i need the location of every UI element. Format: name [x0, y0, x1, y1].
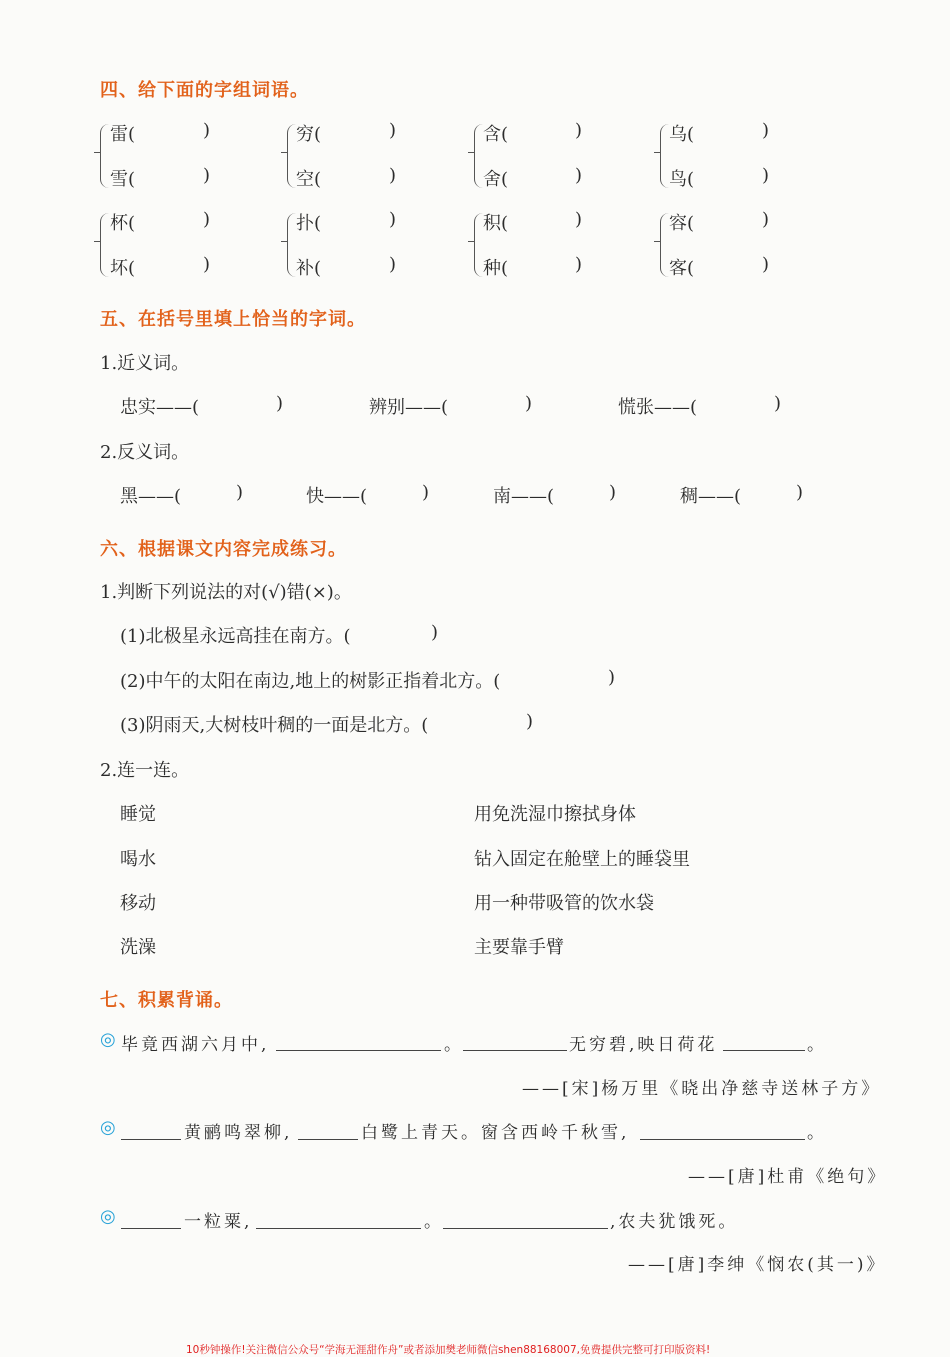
char-item: 穷(	[296, 124, 322, 145]
char-item: 雷(	[110, 124, 136, 145]
close-paren: )	[389, 209, 397, 230]
poem-text: 。	[807, 1123, 827, 1143]
bullet-icon: ◎	[100, 1029, 116, 1050]
antonym-item: 快——(	[306, 486, 368, 507]
char-item: 容(	[669, 213, 695, 234]
close-paren: )	[276, 393, 284, 414]
section4-title: 四、给下面的字组词语。	[100, 80, 309, 101]
judgment-label: 1.判断下列说法的对(√)错(×)。	[100, 582, 352, 603]
close-paren: )	[608, 667, 616, 688]
close-paren: )	[762, 209, 770, 230]
antonym-label: 2.反义词。	[100, 442, 190, 463]
fill-blank[interactable]	[443, 1228, 608, 1229]
judgment-item: (2)中午的太阳在南边,地上的树影正指着北方。(	[120, 671, 501, 692]
close-paren: )	[575, 165, 583, 186]
fill-blank[interactable]	[121, 1228, 181, 1229]
close-paren: )	[762, 120, 770, 141]
char-item: 空(	[296, 169, 322, 190]
close-paren: )	[525, 393, 533, 414]
fill-blank[interactable]	[298, 1139, 358, 1140]
char-item: 积(	[483, 213, 509, 234]
poem-text: 。	[424, 1212, 444, 1232]
char-item: 补(	[296, 258, 322, 279]
poem-source: ——[唐]杜甫《绝句》	[688, 1167, 888, 1187]
brace	[100, 124, 109, 188]
brace	[474, 213, 483, 277]
match-left-item: 移动	[120, 893, 156, 914]
brace	[287, 213, 296, 277]
close-paren: )	[203, 254, 211, 275]
fill-blank[interactable]	[640, 1139, 805, 1140]
brace	[287, 124, 296, 188]
bullet-icon: ◎	[100, 1206, 116, 1227]
close-paren: )	[762, 254, 770, 275]
close-paren: )	[203, 120, 211, 141]
antonym-item: 稠——(	[680, 486, 742, 507]
synonym-item: 辨别——(	[369, 397, 449, 418]
close-paren: )	[203, 209, 211, 230]
char-item: 坏(	[110, 258, 136, 279]
char-item: 乌(	[669, 124, 695, 145]
synonym-item: 慌张——(	[618, 397, 698, 418]
brace	[474, 124, 483, 188]
poem-text: ,农夫犹饿死。	[610, 1212, 739, 1232]
fill-blank[interactable]	[723, 1050, 805, 1051]
antonym-item: 南——(	[493, 486, 555, 507]
match-left-item: 洗澡	[120, 937, 156, 958]
antonym-item: 黑——(	[120, 486, 182, 507]
close-paren: )	[389, 254, 397, 275]
close-paren: )	[575, 209, 583, 230]
match-right-item: 主要靠手臂	[474, 937, 564, 958]
fill-blank[interactable]	[276, 1050, 441, 1051]
close-paren: )	[203, 165, 211, 186]
poem-text: 毕竟西湖六月中,	[121, 1035, 270, 1055]
brace	[660, 213, 669, 277]
close-paren: )	[526, 711, 534, 732]
poem-source: ——[唐]李绅《悯农(其一)》	[628, 1255, 887, 1275]
char-item: 种(	[483, 258, 509, 279]
section7-title: 七、积累背诵。	[100, 990, 233, 1011]
section6-title: 六、根据课文内容完成练习。	[100, 539, 347, 560]
char-item: 客(	[669, 258, 695, 279]
match-right-item: 用一种带吸管的饮水袋	[474, 893, 654, 914]
char-item: 舍(	[483, 169, 509, 190]
match-left-item: 睡觉	[120, 804, 156, 825]
close-paren: )	[796, 482, 804, 503]
close-paren: )	[422, 482, 430, 503]
char-item: 杯(	[110, 213, 136, 234]
poem-text: 白鹭上青天。窗含西岭千秋雪,	[361, 1123, 630, 1143]
section5-title: 五、在括号里填上恰当的字词。	[100, 309, 366, 330]
poem-text: 。	[444, 1035, 464, 1055]
char-item: 扑(	[296, 213, 322, 234]
close-paren: )	[774, 393, 782, 414]
close-paren: )	[762, 165, 770, 186]
poem-text: 。	[807, 1035, 827, 1055]
synonym-item: 忠实——(	[120, 397, 200, 418]
brace	[100, 213, 109, 277]
poem-text: 一粒粟,	[184, 1212, 253, 1232]
close-paren: )	[389, 120, 397, 141]
poem-text: 黄鹂鸣翠柳,	[184, 1123, 293, 1143]
fill-blank[interactable]	[256, 1228, 421, 1229]
char-item: 雪(	[110, 169, 136, 190]
matching-label: 2.连一连。	[100, 760, 190, 781]
close-paren: )	[431, 622, 439, 643]
match-right-item: 用免洗湿巾擦拭身体	[474, 804, 636, 825]
close-paren: )	[575, 120, 583, 141]
judgment-item: (3)阴雨天,大树枝叶稠的一面是北方。(	[120, 715, 429, 736]
brace	[660, 124, 669, 188]
match-right-item: 钻入固定在舱壁上的睡袋里	[474, 849, 690, 870]
close-paren: )	[236, 482, 244, 503]
close-paren: )	[575, 254, 583, 275]
judgment-item: (1)北极星永远高挂在南方。(	[120, 626, 351, 647]
close-paren: )	[609, 482, 617, 503]
footer-note: 10秒钟操作!关注微信公众号“学海无涯甜作舟”或者添加樊老师微信shen88168007,免费提供完整可打印版资料!	[186, 1344, 711, 1356]
match-left-item: 喝水	[120, 849, 156, 870]
fill-blank[interactable]	[463, 1050, 567, 1051]
bullet-icon: ◎	[100, 1117, 116, 1138]
close-paren: )	[389, 165, 397, 186]
char-item: 含(	[483, 124, 509, 145]
poem-source: ——[宋]杨万里《晓出净慈寺送林子方》	[522, 1079, 882, 1099]
char-item: 鸟(	[669, 169, 695, 190]
synonym-label: 1.近义词。	[100, 353, 190, 374]
poem-text: 无穷碧,映日荷花	[569, 1035, 718, 1055]
fill-blank[interactable]	[121, 1139, 181, 1140]
